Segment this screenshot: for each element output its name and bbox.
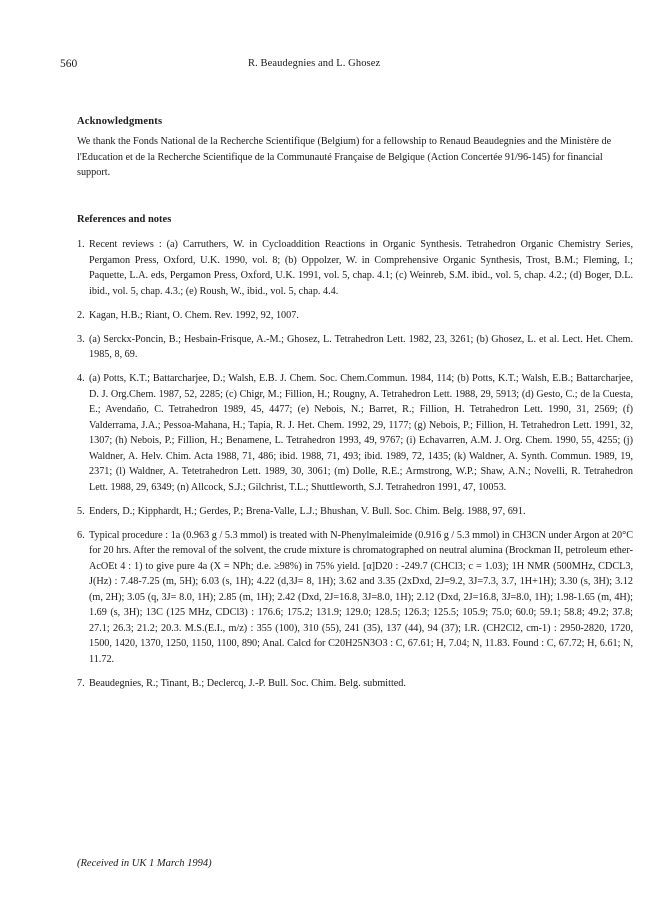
reference-item	[77, 676, 633, 692]
running-header-authors: R. Beaudegnies and L. Ghosez	[248, 58, 381, 69]
reference-text: Beaudegnies, R.; Tinant, B.; Declercq, J.-P. Bull. Soc. Chim. Belg. submitted.	[89, 677, 406, 689]
reference-item	[77, 504, 633, 520]
reference-text: Typical procedure : 1a (0.963 g / 5.3 mmol) is treated with N-Phenylmaleimide (0.916 g / 5.3 mmol) in CH3CN under Argon at 20°C for 20 hrs. After the removal of the solvent, the crude mixture is chromatographed on neutral alumina (Brockman II, petroleum ether-AcOEt 4 : 1) to give pure 4a (X = NPh; d.e. ≥98%) in 75% yield. [α]D20 : -249.7 (CHCl3; c = 1.03); 1H NMR (500MHz, CDCL3, J(Hz) : 7.48-7.25 (m, 5H); 6.03 (s, 1H); 4.22 (d,3J= 8, 1H); 3.62 and 3.35 (2xDxd, 2J=9.2, 3J=7.3, 3.7, 1H+1H); 3.30 (s, 3H); 3.12 (m, 2H); 3.05 (q, 3J= 8.0, 1H); 2.85 (m, 1H); 2.42 (Dxd, 2J=16.8, 3J=8.0, 1H); 2.12 (Dxd, 2J=16.8, 3J=8.0, 1H); 1.98-1.65 (m, 4H); 1.69 (s, 3H); 13C (125 MHz, CDCl3) : 176.6; 175.2; 131.9; 129.0; 128.5; 126.3; 125.5; 105.9; 75.0; 60.0; 59.1; 58.8; 49.2; 37.8; 27.1; 26.3; 21.2; 20.3. M.S.(E.I., m/z) : 355 (100), 310 (55), 241 (35), 137 (44), 94 (37); I.R. (CH2Cl2, cm-1) : 2950-2820, 1720, 1500, 1420, 1370, 1250, 1150, 1100, 890; Anal. Calcd for C20H25N3O3 : C, 67.61; H, 7.04; N, 11.83. Found : C, 67.72; H, 6.61; N, 11.72.	[89, 529, 633, 665]
reference-number: 6.	[77, 529, 85, 541]
reference-item	[77, 371, 633, 495]
reference-text: Enders, D.; Kipphardt, H.; Gerdes, P.; Brena-Valle, L.J.; Bhushan, V. Bull. Soc. Chim. Belg. 1988, 97, 691.	[89, 505, 526, 517]
reference-text: Recent reviews : (a) Carruthers, W. in Cycloaddition Reactions in Organic Synthesis. Tetrahedron Organic Chemistry Series, Pergamon Press, Oxford, U.K. 1990, vol. 8; (b) Oppolzer, W. in Comprehensive Organic Synthesis, Trost, B.M.; Fleming, I.; Paquette, L.A. eds, Pergamon Press, Oxford, U.K. 1991, vol. 5, chap. 4.1; (c) Weinreb, S.M. ibid., vol. 5, chap. 4.2.; (d) Boger, D.L. ibid., vol. 5, chap. 4.3.; (e) Roush, W., ibid., vol. 5, chap. 4.4.	[89, 239, 633, 297]
reference-number: 3.	[77, 333, 85, 345]
reference-item	[77, 332, 633, 363]
acknowledgments-text: We thank the Fonds National de la Recherche Scientifique (Belgium) for a fellowship to Renaud Beaudegnies and the Ministère de l'Education et de la Recherche Scientifique de la Communauté Française de Belgique (Action Concertée 91/96-145) for financial support.	[77, 136, 612, 178]
references-list	[77, 237, 633, 700]
reference-text: (a) Potts, K.T.; Battarcharjee, D.; Walsh, E.B. J. Chem. Soc. Chem.Commun. 1984, 114; (b) Potts, K.T.; Walsh, E.B.; Battarcharjee, D. J. Org.Chem. 1987, 52, 2285; (c) Chigr, M.; Fillion, H.; Rougny, A. Tetrahedron Lett. 1988, 29, 5913; (d) Gesto, C.; de la Cuesta, E.; Avendaño, C. Tetrahedron 1989, 45, 4477; (e) Nebois, N.; Barret, R.; Fillion, H. Tetrahedron Lett. 1990, 31, 2569; (f) Valderrama, J.A.; Pessoa-Mahana, H.; Tapia, R. J. Het. Chem. 1992, 29, 1177; (g) Nebois, P.; Fillion, H. Tetrahedron Lett. 1991, 32, 1307; (h) Nebois, P.; Fillion, H.; Benamene, L. Tetrahedron 1993, 49, 9767; (i) Echavarren, A.M. J. Org. Chem. 1990, 55, 4255; (j) Waldner, A. Helv. Chim. Acta 1988, 71, 486; ibid. 1988, 71, 493; ibid. 1989, 72, 1435; (k) Waldner, A. Synth. Commun. 1989, 19, 2371; (l) Waldner, A. Tetetrahedron Lett. 1989, 30, 3061; (m) Dolle, R.E.; Armstrong, W.P.; Shaw, A.N.; Novelli, R. Tetrahedron Lett. 1988, 29, 6349; (n) Allcock, S.J.; Gilchrist, T.L.; Shuttleworth, S.J. Tetrahedron 1991, 47, 10053.	[89, 373, 633, 493]
reference-item	[77, 308, 633, 324]
received-date: (Received in UK 1 March 1994)	[77, 858, 212, 869]
reference-text: Kagan, H.B.; Riant, O. Chem. Rev. 1992, 92, 1007.	[89, 309, 299, 321]
references-heading: References and notes	[77, 214, 172, 225]
reference-number: 2.	[77, 309, 85, 321]
reference-number: 4.	[77, 373, 85, 384]
page-number: 560	[60, 58, 78, 70]
acknowledgments-heading: Acknowledgments	[77, 116, 163, 127]
reference-number: 7.	[77, 677, 85, 689]
reference-number: 5.	[77, 505, 85, 517]
reference-text: (a) Serckx-Poncin, B.; Hesbain-Frisque, A.-M.; Ghosez, L. Tetrahedron Lett. 1982, 23, 3261; (b) Ghosez, L. et al. Lect. Het. Chem. 1985, 8, 69.	[89, 333, 633, 360]
reference-item	[77, 528, 633, 668]
reference-number: 1.	[77, 239, 85, 250]
reference-item	[77, 237, 633, 299]
